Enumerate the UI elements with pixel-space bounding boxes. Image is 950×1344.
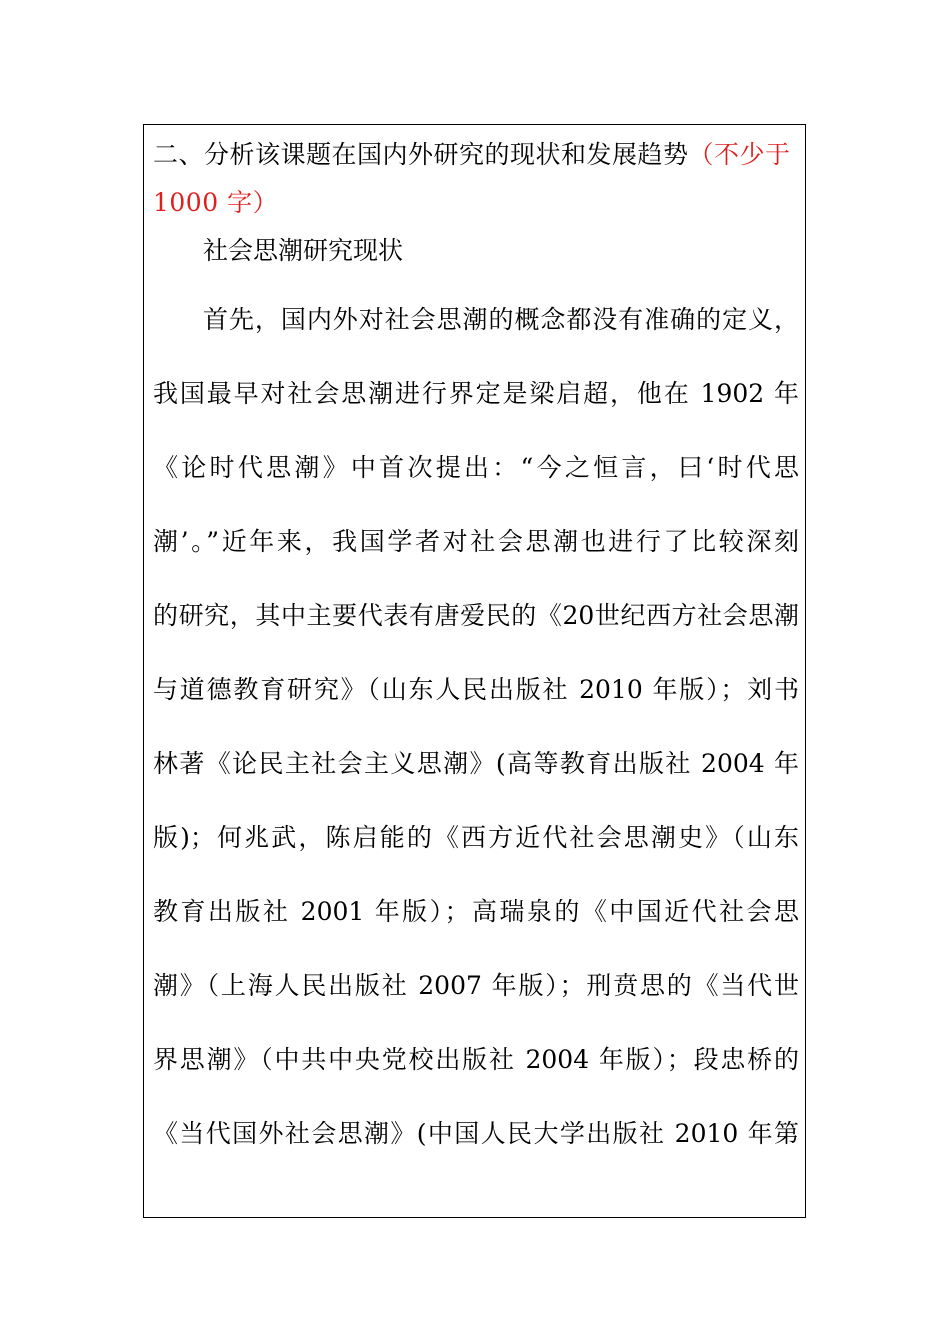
body-text — [153, 283, 799, 1171]
body-line: 《论时代思潮》中首次提出：“今之恒言，曰‘时代思 — [153, 453, 799, 482]
body-line: 潮》（上海人民出版社 2007 年版）；刑贲思的《当代世 — [153, 971, 799, 1000]
body-line: 的研究，其中主要代表有唐爱民的《20世纪西方社会思潮 — [153, 601, 799, 630]
body-line: 界思潮》（中共中央党校出版社 2004 年版）；段忠桥的 — [153, 1045, 799, 1074]
document-frame — [143, 124, 806, 1218]
section-heading-text: 二、分析该课题在国内外研究的现状和发展趋势 — [153, 140, 689, 169]
body-line: 我国最早对社会思潮进行界定是梁启超，他在 1902 年 — [153, 379, 799, 408]
body-line: 版)；何兆武，陈启能的《西方近代社会思潮史》（山东 — [153, 823, 799, 852]
body-line: 与道德教育研究》（山东人民出版社 2010 年版）；刘书 — [153, 675, 799, 704]
body-line: 潮’。”近年来，我国学者对社会思潮也进行了比较深刻 — [153, 527, 799, 556]
word-count-note-line2: 1000 字） — [153, 188, 279, 217]
body-line: 首先，国内外对社会思潮的概念都没有准确的定义， — [203, 305, 799, 334]
document-content — [153, 131, 799, 1171]
subsection-title: 社会思潮研究现状 — [203, 236, 404, 265]
body-line: 教育出版社 2001 年版）；高瑞泉的《中国近代社会思 — [153, 897, 799, 926]
word-count-note: （不少于 — [688, 140, 791, 169]
body-line: 林著《论民主社会主义思潮》(高等教育出版社 2004 年 — [153, 749, 799, 778]
body-line: 《当代国外社会思潮》(中国人民大学出版社 2010 年第 — [153, 1119, 799, 1148]
section-heading — [153, 131, 799, 227]
